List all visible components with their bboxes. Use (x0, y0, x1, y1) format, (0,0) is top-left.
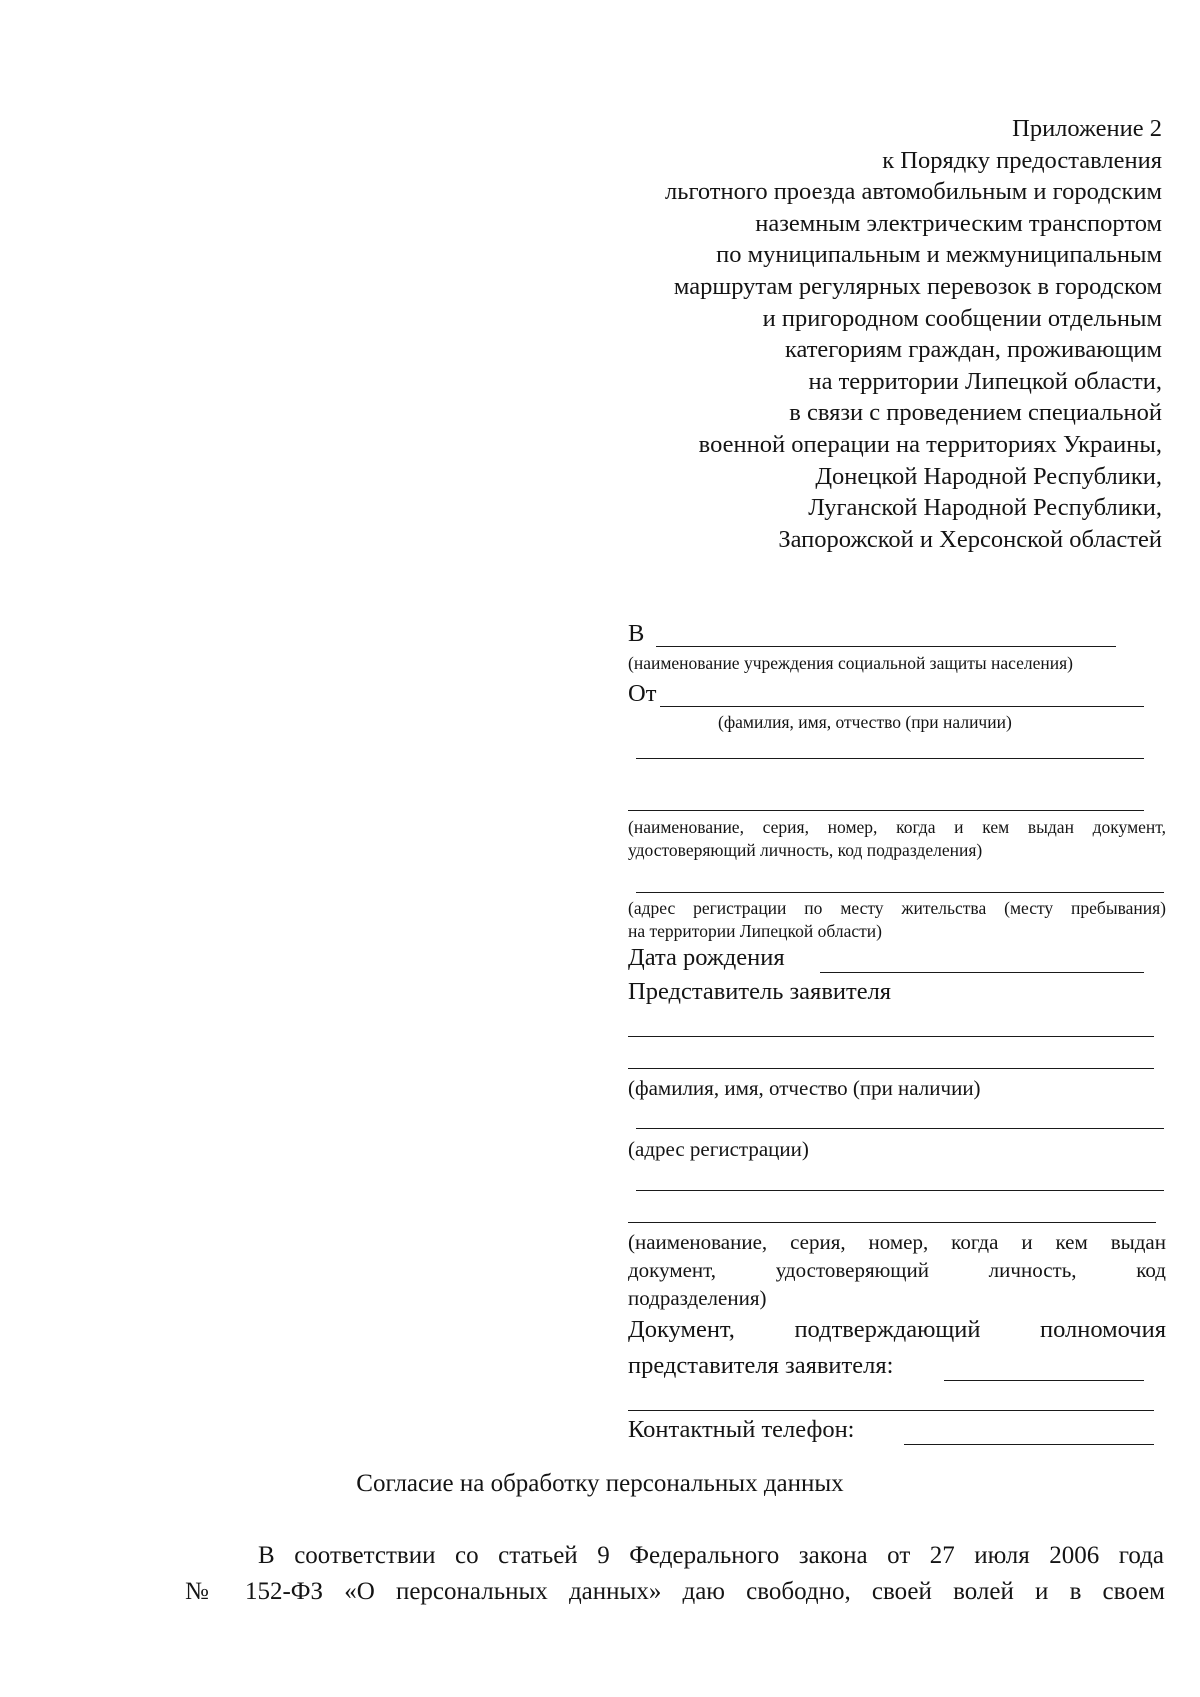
authority-doc-extra-field[interactable] (628, 1410, 1154, 1411)
from-name-field[interactable] (660, 706, 1144, 707)
annex-line: и пригородном сообщении отдельным (762, 304, 1162, 332)
rep-doc-caption-line-1: (наименование, серия, номер, когда и кем выдан (628, 1230, 1166, 1254)
annex-line: к Порядку предоставления (882, 146, 1162, 174)
annex-line: Запорожской и Херсонской областей (778, 525, 1162, 553)
from-caption: (фамилия, имя, отчество (при наличии) (718, 712, 1012, 732)
annex-line: в связи с проведением специальной (789, 399, 1162, 427)
authority-doc-line-2: представителя заявителя: (628, 1352, 894, 1379)
annex-line: Приложение 2 (1012, 115, 1162, 142)
rep-doc-caption-line-3: подразделения) (628, 1286, 767, 1310)
identity-doc-field[interactable] (628, 810, 1144, 811)
to-institution-field[interactable] (656, 646, 1116, 647)
rep-address-field[interactable] (636, 1128, 1164, 1129)
authority-doc-field[interactable] (944, 1380, 1144, 1381)
consent-title: Согласие на обработку персональных данных (356, 1470, 844, 1497)
rep-doc-field-1[interactable] (636, 1190, 1164, 1191)
birth-date-label: Дата рождения (628, 944, 785, 971)
to-label: В (628, 620, 645, 647)
annex-line: Луганской Народной Республики, (808, 494, 1162, 522)
doc-caption-line-1: (наименование, серия, номер, когда и кем выдан документ, (628, 817, 1166, 837)
authority-doc-line-1: Документ, подтверждающий полномочия (628, 1316, 1166, 1343)
annex-line: Донецкой Народной Республики, (815, 462, 1162, 490)
annex-header (462, 113, 1162, 555)
annex-line: категориям граждан, проживающим (784, 336, 1162, 364)
doc-caption-line-2: удостоверяющий личность, код подразделения) (628, 840, 983, 860)
annex-line: на территории Липецкой области, (808, 367, 1162, 395)
annex-line: льготного проезда автомобильным и городским (665, 178, 1162, 206)
consent-paragraph-line-2: № 152-ФЗ «О персональных данных» даю свободно, своей волей и в своем (185, 1578, 1165, 1605)
annex-line: маршрутам регулярных перевозок в городском (673, 272, 1162, 300)
representative-field-1[interactable] (628, 1036, 1154, 1037)
rep-address-caption: (адрес регистрации) (628, 1137, 809, 1161)
from-label: От (628, 680, 657, 707)
address-caption-line-1: (адрес регистрации по месту жительства (месту пребывания) (628, 898, 1166, 918)
annex-line: по муниципальным и межмуниципальным (716, 241, 1162, 269)
to-caption: (наименование учреждения социальной защиты населения) (628, 653, 1073, 673)
rep-doc-caption-line-2: документ, удостоверяющий личность, код (628, 1258, 1166, 1282)
phone-label: Контактный телефон: (628, 1416, 855, 1443)
rep-name-caption: (фамилия, имя, отчество (при наличии) (628, 1076, 981, 1100)
address-caption-line-2: на территории Липецкой области) (628, 921, 882, 941)
rep-doc-field-2[interactable] (628, 1222, 1156, 1223)
annex-line: наземным электрическим транспортом (755, 209, 1162, 237)
annex-line: военной операции на территориях Украины, (698, 430, 1162, 458)
consent-paragraph-line-1: В соответствии со статьей 9 Федерального закона от 27 июля 2006 года (258, 1542, 1164, 1569)
address-field[interactable] (636, 892, 1164, 893)
birth-date-field[interactable] (820, 972, 1144, 973)
representative-label: Представитель заявителя (628, 978, 892, 1005)
from-extra-field[interactable] (636, 758, 1144, 759)
representative-field-2[interactable] (628, 1068, 1154, 1069)
phone-field[interactable] (904, 1444, 1154, 1445)
